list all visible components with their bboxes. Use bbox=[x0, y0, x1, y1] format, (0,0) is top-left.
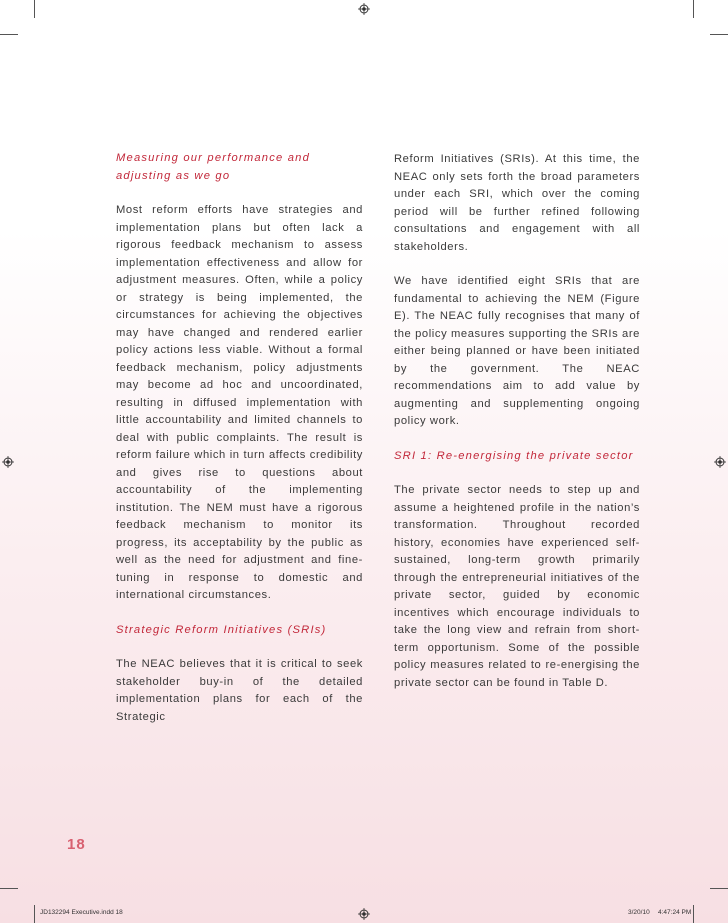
slug-filename: JD132294 Executive.indd 18 bbox=[40, 909, 123, 916]
right-column bbox=[394, 151, 640, 709]
body-paragraph: We have identified eight SRIs that are fundamental to achieving the NEM (Figure E). The NEAC fully recognises that many of the policy measures supporting the SRIs are either being planned or have been initiated by the government. The NEAC recommendations aim to add value by augmenting and supplementing ongoing policy work. bbox=[394, 275, 640, 427]
crop-mark bbox=[0, 888, 18, 889]
section-heading: Measuring our performance and adjusting as we go bbox=[116, 152, 310, 182]
body-paragraph: The private sector needs to step up and assume a heightened profile in the nation’s transformation. Throughout recorded history, economies have experienced self-sustained, long-term growth primarily through the entrepreneurial initiatives of the private sector, guided by economic incentives which encourage individuals to take the long view and refrain from short-term opportunism. Some of the possible policy measures related to re-energising the private sector can be found in Table D. bbox=[394, 484, 640, 689]
body-paragraph: The NEAC believes that it is critical to seek stakeholder buy-in of the detailed implementation plans for each of the Strategic bbox=[116, 658, 363, 723]
crop-mark bbox=[0, 34, 18, 35]
body-paragraph: Most reform efforts have strategies and implementation plans but often lack a rigorous feedback mechanism to assess implementation effectiveness and allow for adjustment measures. Often, while a policy or strategy is being implemented, the circumstances for achieving the objectives may have changed and rendered earlier policy actions less viable. Without a formal feedback mechanism, policy adjustments may become ad hoc and uncoordinated, resulting in diffused implementation with little accountability and limited channels to deal with public complaints. The result is reform failure which in turn affects credibility and gives rise to questions about accountability of the implementing institution. The NEM must have a rigorous feedback mechanism to monitor its progress, its acceptability by the public as well as the need for adjustment and fine-tuning in response to domestic and international circumstances. bbox=[116, 204, 363, 601]
page-number: 18 bbox=[67, 836, 86, 853]
crop-mark bbox=[34, 905, 35, 923]
registration-mark-icon bbox=[358, 3, 370, 15]
registration-mark-icon bbox=[2, 456, 14, 468]
slug-time: 4:47:24 PM bbox=[658, 909, 692, 916]
crop-mark bbox=[710, 888, 728, 889]
registration-mark-icon bbox=[714, 456, 726, 468]
left-column bbox=[116, 150, 363, 743]
body-paragraph: Reform Initiatives (SRIs). At this time, the NEAC only sets forth the broad parameters under each SRI, which over the coming period will be further refined following consultations and engagement with all stakeholders. bbox=[394, 153, 640, 253]
crop-mark bbox=[693, 905, 694, 923]
crop-mark bbox=[34, 0, 35, 18]
registration-mark-icon bbox=[358, 908, 370, 920]
crop-mark bbox=[710, 34, 728, 35]
section-heading: SRI 1: Re-energising the private sector bbox=[394, 449, 634, 462]
slug-date: 3/20/10 bbox=[628, 909, 650, 916]
crop-mark bbox=[693, 0, 694, 18]
section-heading: Strategic Reform Initiatives (SRIs) bbox=[116, 623, 327, 636]
